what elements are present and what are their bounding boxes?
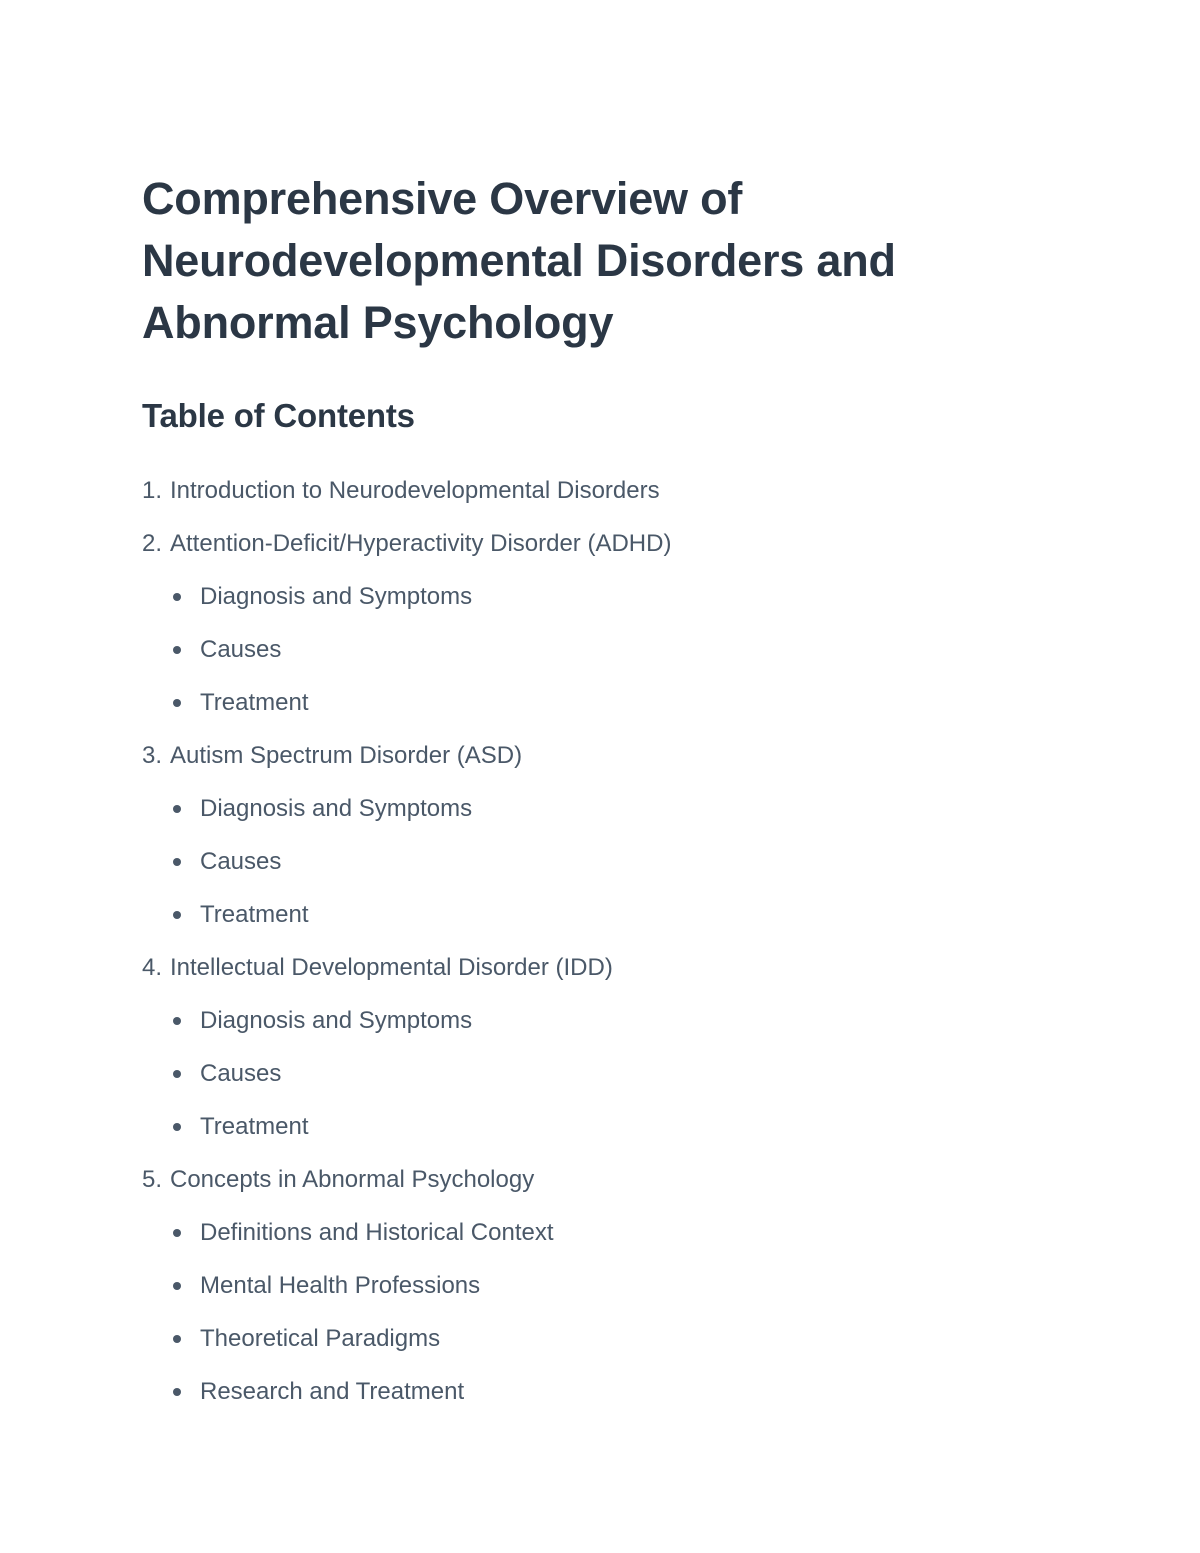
bullet-icon — [173, 805, 181, 813]
toc-subitem — [170, 1100, 1042, 1153]
toc-subitem — [170, 782, 1042, 835]
toc-subitem-label: Research and Treatment — [200, 1378, 465, 1405]
toc-number: 3. — [142, 742, 163, 769]
toc-label: Concepts in Abnormal Psychology — [170, 1166, 535, 1193]
toc-subitem-label: Treatment — [200, 901, 309, 928]
bullet-icon — [173, 593, 181, 601]
title-line: Comprehensive Overview of — [142, 173, 743, 224]
bullet-icon — [173, 1123, 181, 1131]
toc-subitem-label: Diagnosis and Symptoms — [200, 795, 473, 822]
toc-subitem — [170, 888, 1042, 941]
toc-subitem — [170, 1365, 1042, 1418]
toc-entry — [142, 1153, 1042, 1206]
toc-sublist — [142, 782, 1042, 941]
toc-entry — [142, 729, 1042, 782]
toc-label: Introduction to Neurodevelopmental Disorders — [170, 477, 660, 504]
toc-subitem-label: Definitions and Historical Context — [200, 1219, 554, 1246]
toc-subitem — [170, 1047, 1042, 1100]
toc-subitem-label: Mental Health Professions — [200, 1272, 481, 1299]
document-page — [142, 168, 1042, 1418]
toc-entry — [142, 464, 1042, 517]
toc-subitem-label: Diagnosis and Symptoms — [200, 1007, 473, 1034]
toc-subitem-label: Theoretical Paradigms — [200, 1325, 441, 1352]
bullet-icon — [173, 1229, 181, 1237]
bullet-icon — [173, 699, 181, 707]
toc-subitem — [170, 835, 1042, 888]
toc-number: 1. — [142, 477, 163, 504]
toc-heading: Table of Contents — [142, 397, 415, 434]
toc-subitem — [170, 994, 1042, 1047]
bullet-icon — [173, 1335, 181, 1343]
toc-number: 5. — [142, 1166, 163, 1193]
bullet-icon — [173, 1388, 181, 1396]
toc-subitem-label: Treatment — [200, 1113, 309, 1140]
document-title — [142, 168, 1042, 354]
toc-number: 4. — [142, 954, 163, 981]
toc-number: 2. — [142, 530, 163, 557]
toc-subitem-label: Causes — [200, 1060, 282, 1087]
bullet-icon — [173, 1070, 181, 1078]
toc-subitem — [170, 676, 1042, 729]
toc-label: Attention-Deficit/Hyperactivity Disorder (ADHD) — [170, 530, 672, 557]
bullet-icon — [173, 1017, 181, 1025]
toc-subitem — [170, 1206, 1042, 1259]
toc-subitem-label: Causes — [200, 848, 282, 875]
toc-sublist — [142, 570, 1042, 729]
toc-item-adhd — [142, 517, 1042, 729]
toc-subitem-label: Diagnosis and Symptoms — [200, 583, 473, 610]
toc-label: Autism Spectrum Disorder (ASD) — [170, 742, 523, 769]
toc-entry — [142, 941, 1042, 994]
toc-label: Intellectual Developmental Disorder (IDD) — [170, 954, 613, 981]
toc-subitem — [170, 570, 1042, 623]
toc-sublist — [142, 1206, 1042, 1418]
toc-item-introduction — [142, 464, 1042, 517]
title-line: Neurodevelopmental Disorders and — [142, 235, 896, 286]
title-line: Abnormal Psychology — [142, 297, 614, 348]
bullet-icon — [173, 646, 181, 654]
toc-item-asd — [142, 729, 1042, 941]
bullet-icon — [173, 1282, 181, 1290]
toc-subitem-label: Causes — [200, 636, 282, 663]
toc-subitem — [170, 1259, 1042, 1312]
toc-subitem — [170, 623, 1042, 676]
bullet-icon — [173, 911, 181, 919]
toc-sublist — [142, 994, 1042, 1153]
bullet-icon — [173, 858, 181, 866]
toc-item-idd — [142, 941, 1042, 1153]
table-of-contents — [142, 464, 1042, 1418]
toc-subitem-label: Treatment — [200, 689, 309, 716]
toc-item-abnormal-psychology — [142, 1153, 1042, 1418]
toc-entry — [142, 517, 1042, 570]
toc-subitem — [170, 1312, 1042, 1365]
